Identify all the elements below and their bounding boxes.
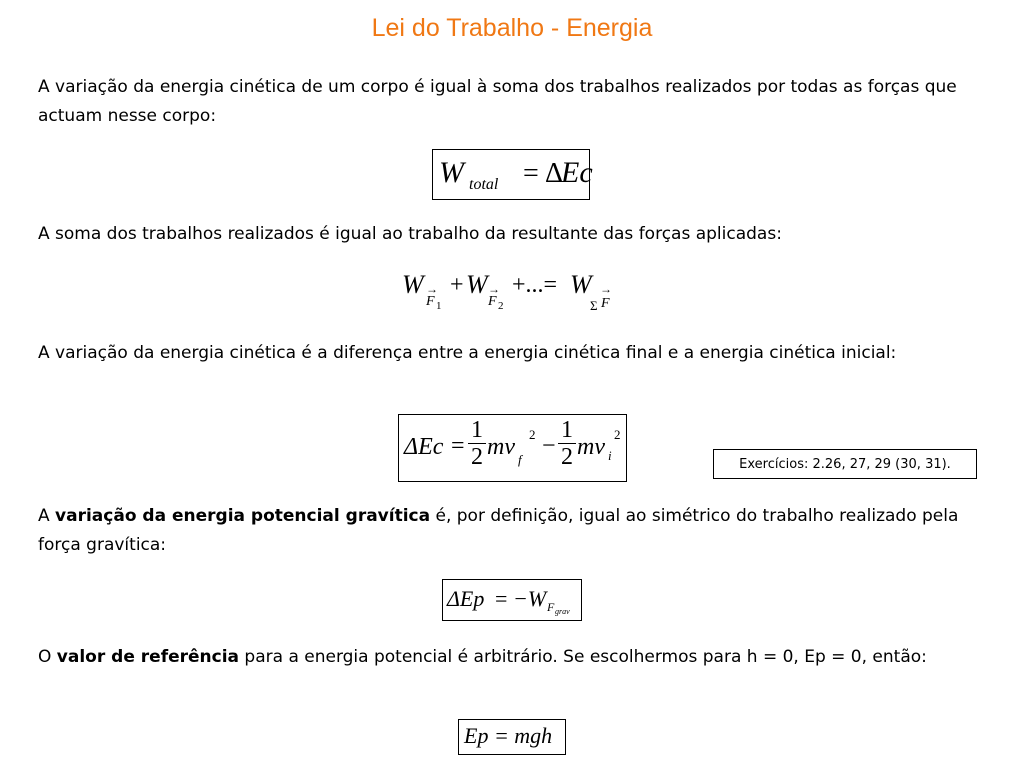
formula-equals: = bbox=[451, 433, 465, 459]
fraction-numerator: 1 bbox=[468, 417, 486, 444]
exercises-box: Exercícios: 2.26, 27, 29 (30, 31). bbox=[713, 449, 977, 479]
paragraph-kinetic-energy-variation: A variação da energia cinética de um corpo é igual à soma dos trabalhos realizados por todas as forças que actuam nesse corpo: bbox=[38, 77, 957, 126]
formula-n2: 2 bbox=[498, 300, 504, 312]
fraction-denominator: 2 bbox=[561, 444, 573, 470]
formula-work-total bbox=[432, 149, 593, 200]
vector-arrow-icon: → bbox=[600, 282, 612, 296]
formula-potential-energy bbox=[442, 579, 582, 621]
formula-dots: +...= bbox=[512, 272, 558, 298]
formula-w2: W bbox=[466, 270, 488, 299]
formula-n1: 1 bbox=[436, 300, 442, 312]
formula-w: W bbox=[439, 156, 464, 189]
formula-delta-ec: ΔEc bbox=[404, 434, 444, 460]
paragraph-potential-energy bbox=[38, 502, 978, 560]
text: A bbox=[38, 506, 56, 526]
formula-w-subscript: total bbox=[469, 176, 499, 193]
formula-equals: = bbox=[495, 586, 508, 611]
vector-arrow-icon: → bbox=[426, 282, 438, 296]
formula-sub-i: i bbox=[608, 448, 612, 463]
formula-f2: F bbox=[488, 294, 497, 309]
formula-w1: W bbox=[402, 270, 424, 299]
fraction-numerator: 1 bbox=[558, 417, 576, 444]
formula-grav: grav bbox=[555, 607, 570, 616]
text: para a energia potencial é arbitrário. Se escolhermos para h = 0, Ep = 0, então: bbox=[239, 647, 927, 667]
formula-w-result: W bbox=[570, 270, 592, 299]
formula-sub-f: f bbox=[518, 452, 522, 467]
vector-arrow-icon: → bbox=[488, 282, 500, 296]
formula-exp-2: 2 bbox=[614, 427, 621, 442]
text: é, por definição, igual ao simétrico do trabalho realizado pela força gravítica: bbox=[38, 506, 959, 555]
formula-work-sum bbox=[402, 270, 622, 320]
formula-exp-2: 2 bbox=[529, 427, 536, 442]
formula-f1: F bbox=[426, 294, 435, 309]
formula-equals: = bbox=[523, 158, 539, 189]
page-title: Lei do Trabalho - Energia bbox=[371, 14, 653, 42]
paragraph-kinetic-difference: A variação da energia cinética é a diferença entre a energia cinética final e a energia cinética inicial: bbox=[38, 343, 897, 363]
paragraph-work-sum: A soma dos trabalhos realizados é igual ao trabalho da resultante das forças aplicadas: bbox=[38, 224, 782, 244]
formula-sigma: Σ bbox=[590, 298, 598, 313]
formula-mv-initial: mv bbox=[577, 434, 605, 460]
formula-kinetic-difference bbox=[398, 414, 627, 482]
formula-mgh bbox=[458, 719, 566, 755]
formula-plus: + bbox=[450, 272, 464, 298]
formula-delta-ep: ΔEp bbox=[447, 586, 485, 611]
formula-minus-w: −W bbox=[513, 586, 547, 611]
formula-f-grav: F bbox=[547, 600, 555, 614]
formula-f-sum: F bbox=[601, 296, 610, 311]
formula-ec: Ec bbox=[561, 156, 593, 189]
text: O bbox=[38, 647, 57, 667]
formula-ep-mgh: Ep = mgh bbox=[464, 723, 553, 748]
formula-minus: − bbox=[542, 433, 556, 459]
fraction-denominator: 2 bbox=[471, 444, 483, 470]
formula-mv-final: mv bbox=[487, 434, 515, 460]
formula-delta: Δ bbox=[545, 158, 564, 189]
bold-term: valor de referência bbox=[56, 647, 240, 667]
fraction-one-half bbox=[558, 417, 576, 470]
bold-term: variação da energia potencial gravítica bbox=[55, 506, 431, 526]
fraction-one-half bbox=[468, 417, 486, 470]
paragraph-reference-value bbox=[38, 643, 978, 672]
